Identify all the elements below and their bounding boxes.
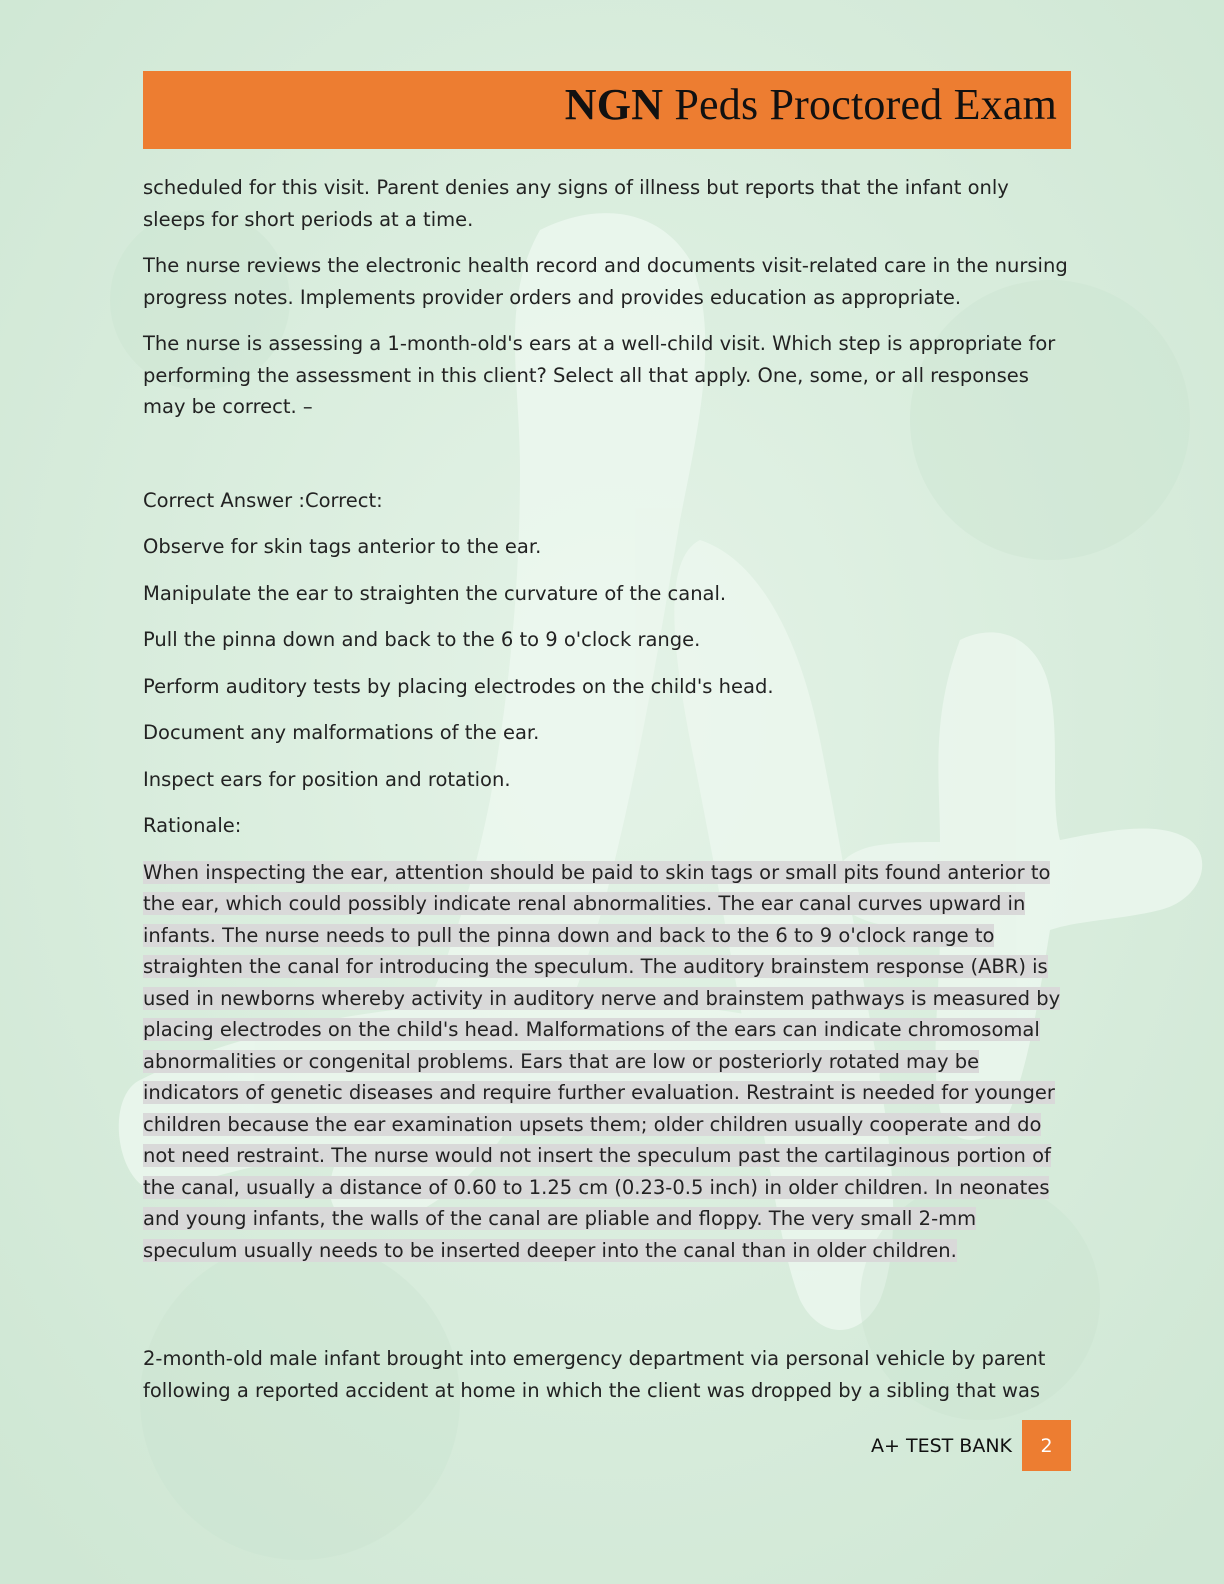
question-text: The nurse is assessing a 1-month-old's ears at a well-child visit. Which step is appropriate for performing the assessment in this client? Select all that apply. One, some, or all responses may be correct. – bbox=[143, 332, 1056, 418]
next-case-paragraph: 2-month-old male infant brought into emergency department via personal vehicle by parent following a reported accident at home in which the client was dropped by a sibling that was bbox=[143, 1347, 1046, 1402]
answer-option: Inspect ears for position and rotation. bbox=[143, 767, 511, 791]
page-number: 2 bbox=[1040, 1434, 1053, 1457]
spacer bbox=[143, 438, 1073, 485]
answer-option: Observe for skin tags anterior to the ear. bbox=[143, 535, 542, 558]
case-paragraph-2: The nurse reviews the electronic health record and documents visit-related care in the nursing progress notes. Implements provider orders and provides education as appropriate. bbox=[143, 254, 1068, 309]
answer-option: Pull the pinna down and back to the 6 to 9 o'clock range. bbox=[143, 628, 701, 651]
rationale-label: Rationale: bbox=[143, 814, 242, 837]
title-bold-part: NGN bbox=[564, 80, 664, 129]
case-paragraph: scheduled for this visit. Parent denies any signs of illness but reports that the infant only sleeps for short periods at a time. bbox=[143, 176, 1009, 231]
document-title bbox=[565, 79, 1057, 130]
answer-option: Perform auditory tests by placing electrodes on the child's head. bbox=[143, 674, 774, 698]
answer-option: Manipulate the ear to straighten the curvature of the canal. bbox=[143, 581, 727, 605]
answer-option: Document any malformations of the ear. bbox=[143, 721, 540, 744]
correct-answer-label: Correct Answer :Correct: bbox=[143, 488, 383, 512]
spacer bbox=[143, 1281, 1073, 1343]
page-content bbox=[143, 172, 1073, 1421]
footer-label: A+ TEST BANK bbox=[871, 1435, 1012, 1457]
title-rest-part: Peds Proctored Exam bbox=[663, 80, 1057, 129]
rationale-paragraph bbox=[143, 857, 1073, 1267]
rationale-text: When inspecting the ear, attention should be paid to skin tags or small pits found anterior to the ear, which could possibly indicate renal abnormalities. The ear canal curves upward in infants. The nurse needs to pull the pinna down and back to the 6 to 9 o'clock range to straighten the canal for introducing the speculum. The auditory brainstem response (ABR) is used in newborns whereby activity in auditory nerve and brainstem pathways is measured by placing electrodes on the child's head. Malformations of the ears can indicate chromosomal abnormalities or congenital problems. Ears that are low or posteriorly rotated may be indicators of genetic diseases and require further evaluation. Restraint is needed for younger children because the ear examination upsets them; older children usually cooperate and do not need restraint. The nurse would not insert the speculum past the cartilaginous portion of the canal, usually a distance of 0.60 to 1.25 cm (0.23-0.5 inch) in older children. In neonates and young infants, the walls of the canal are pliable and floppy. The very small 2-mm speculum usually needs to be inserted deeper into the canal than in older children. bbox=[143, 860, 1061, 1262]
page-number-badge bbox=[1022, 1420, 1071, 1471]
header-banner bbox=[143, 71, 1071, 149]
